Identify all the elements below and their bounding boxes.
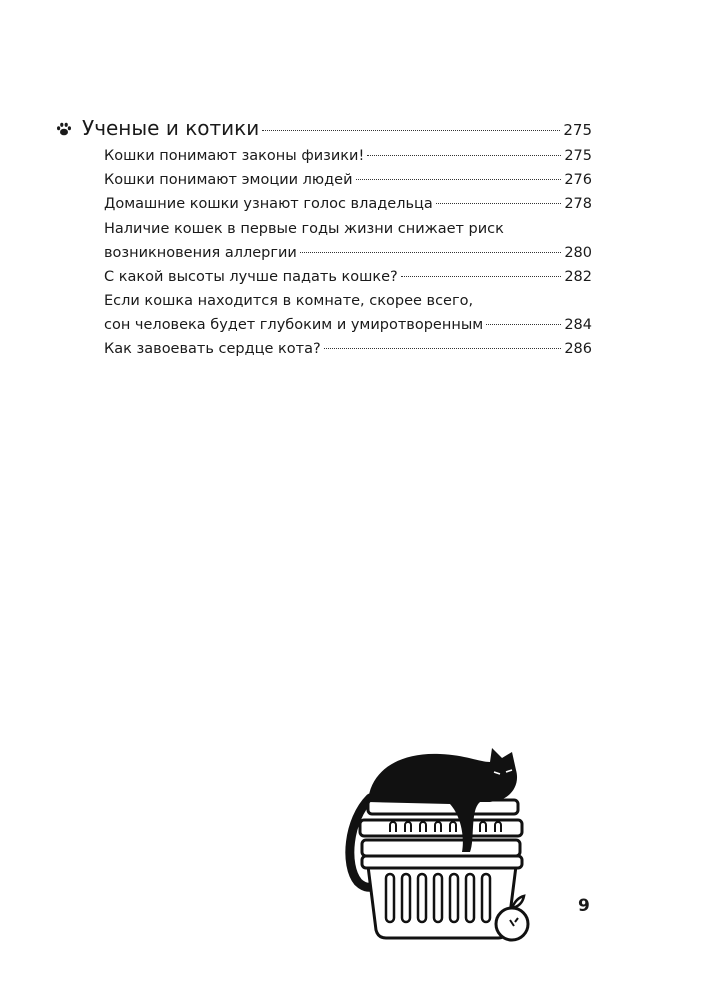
toc-entry-title: Как завоевать сердце кота? [104, 341, 321, 357]
toc-leader [262, 130, 560, 131]
toc-entry[interactable] [104, 245, 592, 261]
toc-leader [324, 348, 562, 349]
toc-entry-title: сон человека будет глубоким и умиротворенным [104, 317, 484, 333]
toc-chapter-page: 275 [563, 121, 592, 139]
toc-entry[interactable] [104, 172, 592, 188]
toc-entry[interactable] [104, 341, 592, 357]
toc-leader [486, 324, 561, 325]
page-number: 9 [578, 896, 590, 916]
toc-leader [300, 252, 561, 253]
toc-leader [367, 155, 561, 156]
toc-entry-page: 275 [564, 148, 592, 164]
toc-entry[interactable] [104, 148, 592, 164]
cat-on-laundry-basket-illustration [340, 740, 540, 945]
toc-entry[interactable] [104, 269, 592, 285]
toc-leader [436, 203, 562, 204]
toc-entry-page: 276 [564, 172, 592, 188]
toc-entry-title: Домашние кошки узнают голос владельца [104, 196, 433, 212]
toc-entry-title: возникновения аллергии [104, 245, 297, 261]
toc-entry[interactable] [104, 317, 592, 333]
toc-leader [356, 179, 562, 180]
toc-entry-title-line1: Если кошка находится в комнате, скорее всего, [104, 293, 474, 309]
toc-entry-page: 284 [564, 317, 592, 333]
toc-entry-title: Кошки понимают законы физики! [104, 148, 365, 164]
toc-entry-title: С какой высоты лучше падать кошке? [104, 269, 398, 285]
paw-icon [56, 121, 72, 137]
toc-chapter-row[interactable] [82, 116, 592, 140]
toc-entry-page: 282 [564, 269, 592, 285]
toc-entry-page: 278 [564, 196, 592, 212]
toc-entry-page: 286 [564, 341, 592, 357]
toc-entry-title-line1: Наличие кошек в первые годы жизни снижает риск [104, 221, 504, 237]
toc-entry-page: 280 [564, 245, 592, 261]
toc-entry-title: Кошки понимают эмоции людей [104, 172, 353, 188]
toc-entry[interactable] [104, 196, 592, 212]
toc-chapter-title: Ученые и котики [82, 116, 260, 140]
toc-leader [401, 276, 562, 277]
